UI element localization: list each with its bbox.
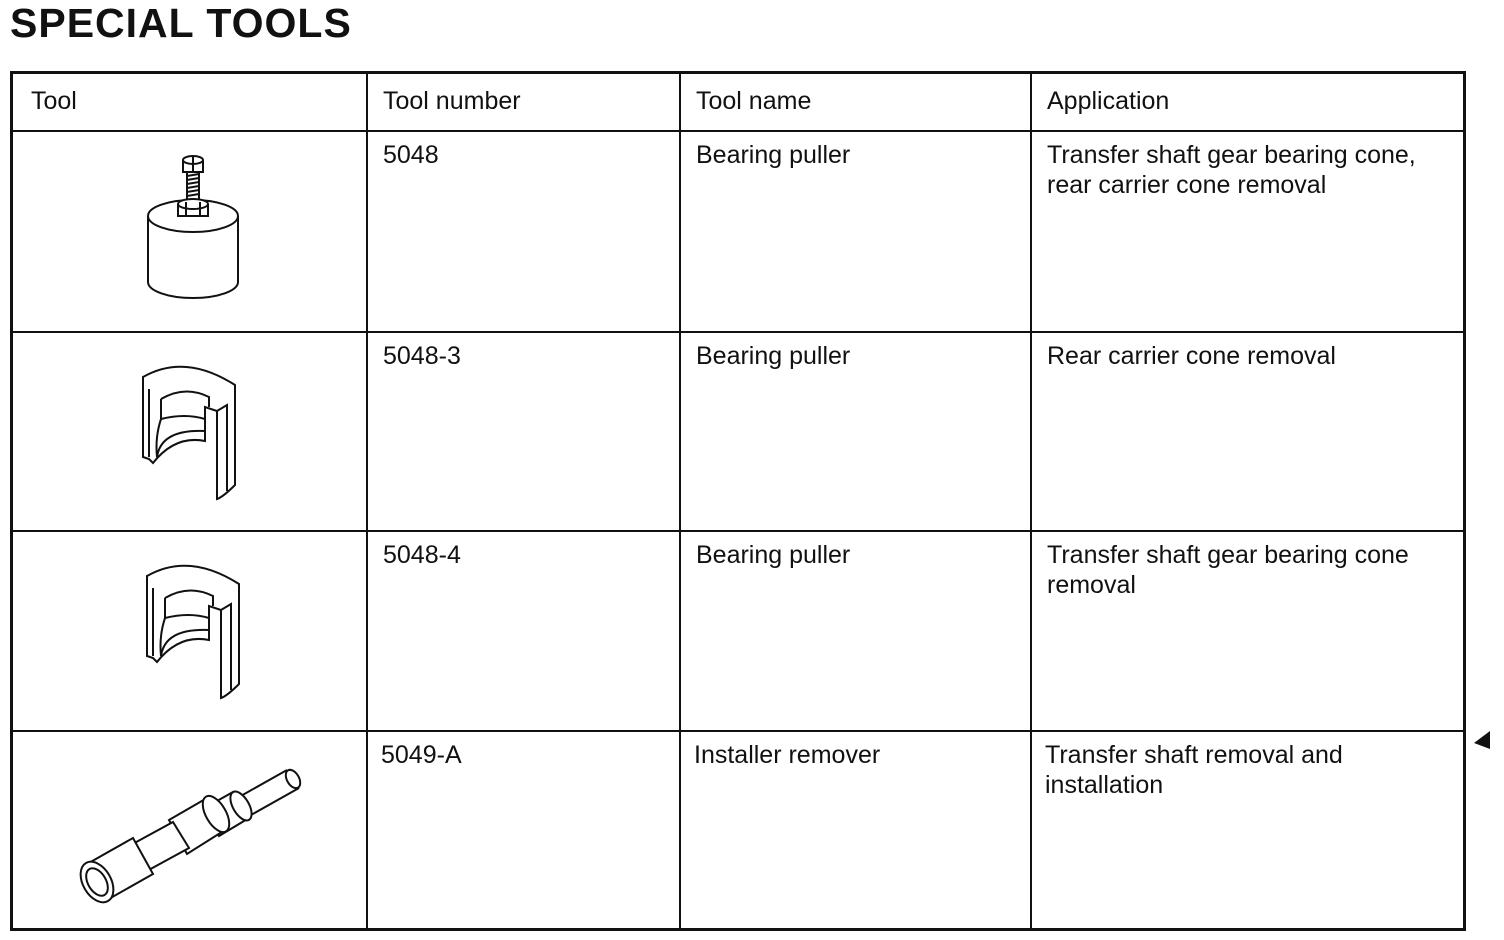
tool-number: 5049-A: [381, 741, 462, 769]
application: Transfer shaft removal and installation: [1045, 741, 1343, 799]
row-divider: [13, 130, 1463, 132]
application: Rear carrier cone removal: [1047, 342, 1336, 370]
application: Transfer shaft gear bearing cone, rear carrier cone removal: [1047, 141, 1416, 199]
page-title: SPECIAL TOOLS: [10, 0, 352, 46]
tool-name: Bearing puller: [696, 541, 851, 569]
column-divider: [1030, 74, 1032, 928]
tool-name: Bearing puller: [696, 342, 851, 370]
screw-bearing-puller-icon: [138, 154, 248, 304]
application: Transfer shaft gear bearing cone removal: [1047, 541, 1409, 599]
column-divider: [679, 74, 681, 928]
tool-name: Bearing puller: [696, 141, 851, 169]
tool-name: Installer remover: [694, 741, 881, 769]
column-divider: [366, 74, 368, 928]
header-application: Application: [1047, 87, 1170, 115]
installer-remover-shaft-icon: [73, 750, 313, 920]
header-tool-number: Tool number: [383, 87, 521, 115]
tool-number: 5048-4: [383, 541, 461, 569]
split-collar-adapter-icon: [135, 359, 245, 509]
special-tools-table: [10, 71, 1466, 931]
tool-number: 5048-3: [383, 342, 461, 370]
row-divider: [13, 530, 1463, 532]
row-divider: [13, 331, 1463, 333]
row-divider: [13, 730, 1463, 732]
header-tool: Tool: [31, 87, 77, 115]
split-collar-adapter-icon: [139, 558, 249, 708]
tool-number: 5048: [383, 141, 439, 169]
page-edge-mark: [1474, 731, 1490, 756]
header-tool-name: Tool name: [696, 87, 812, 115]
